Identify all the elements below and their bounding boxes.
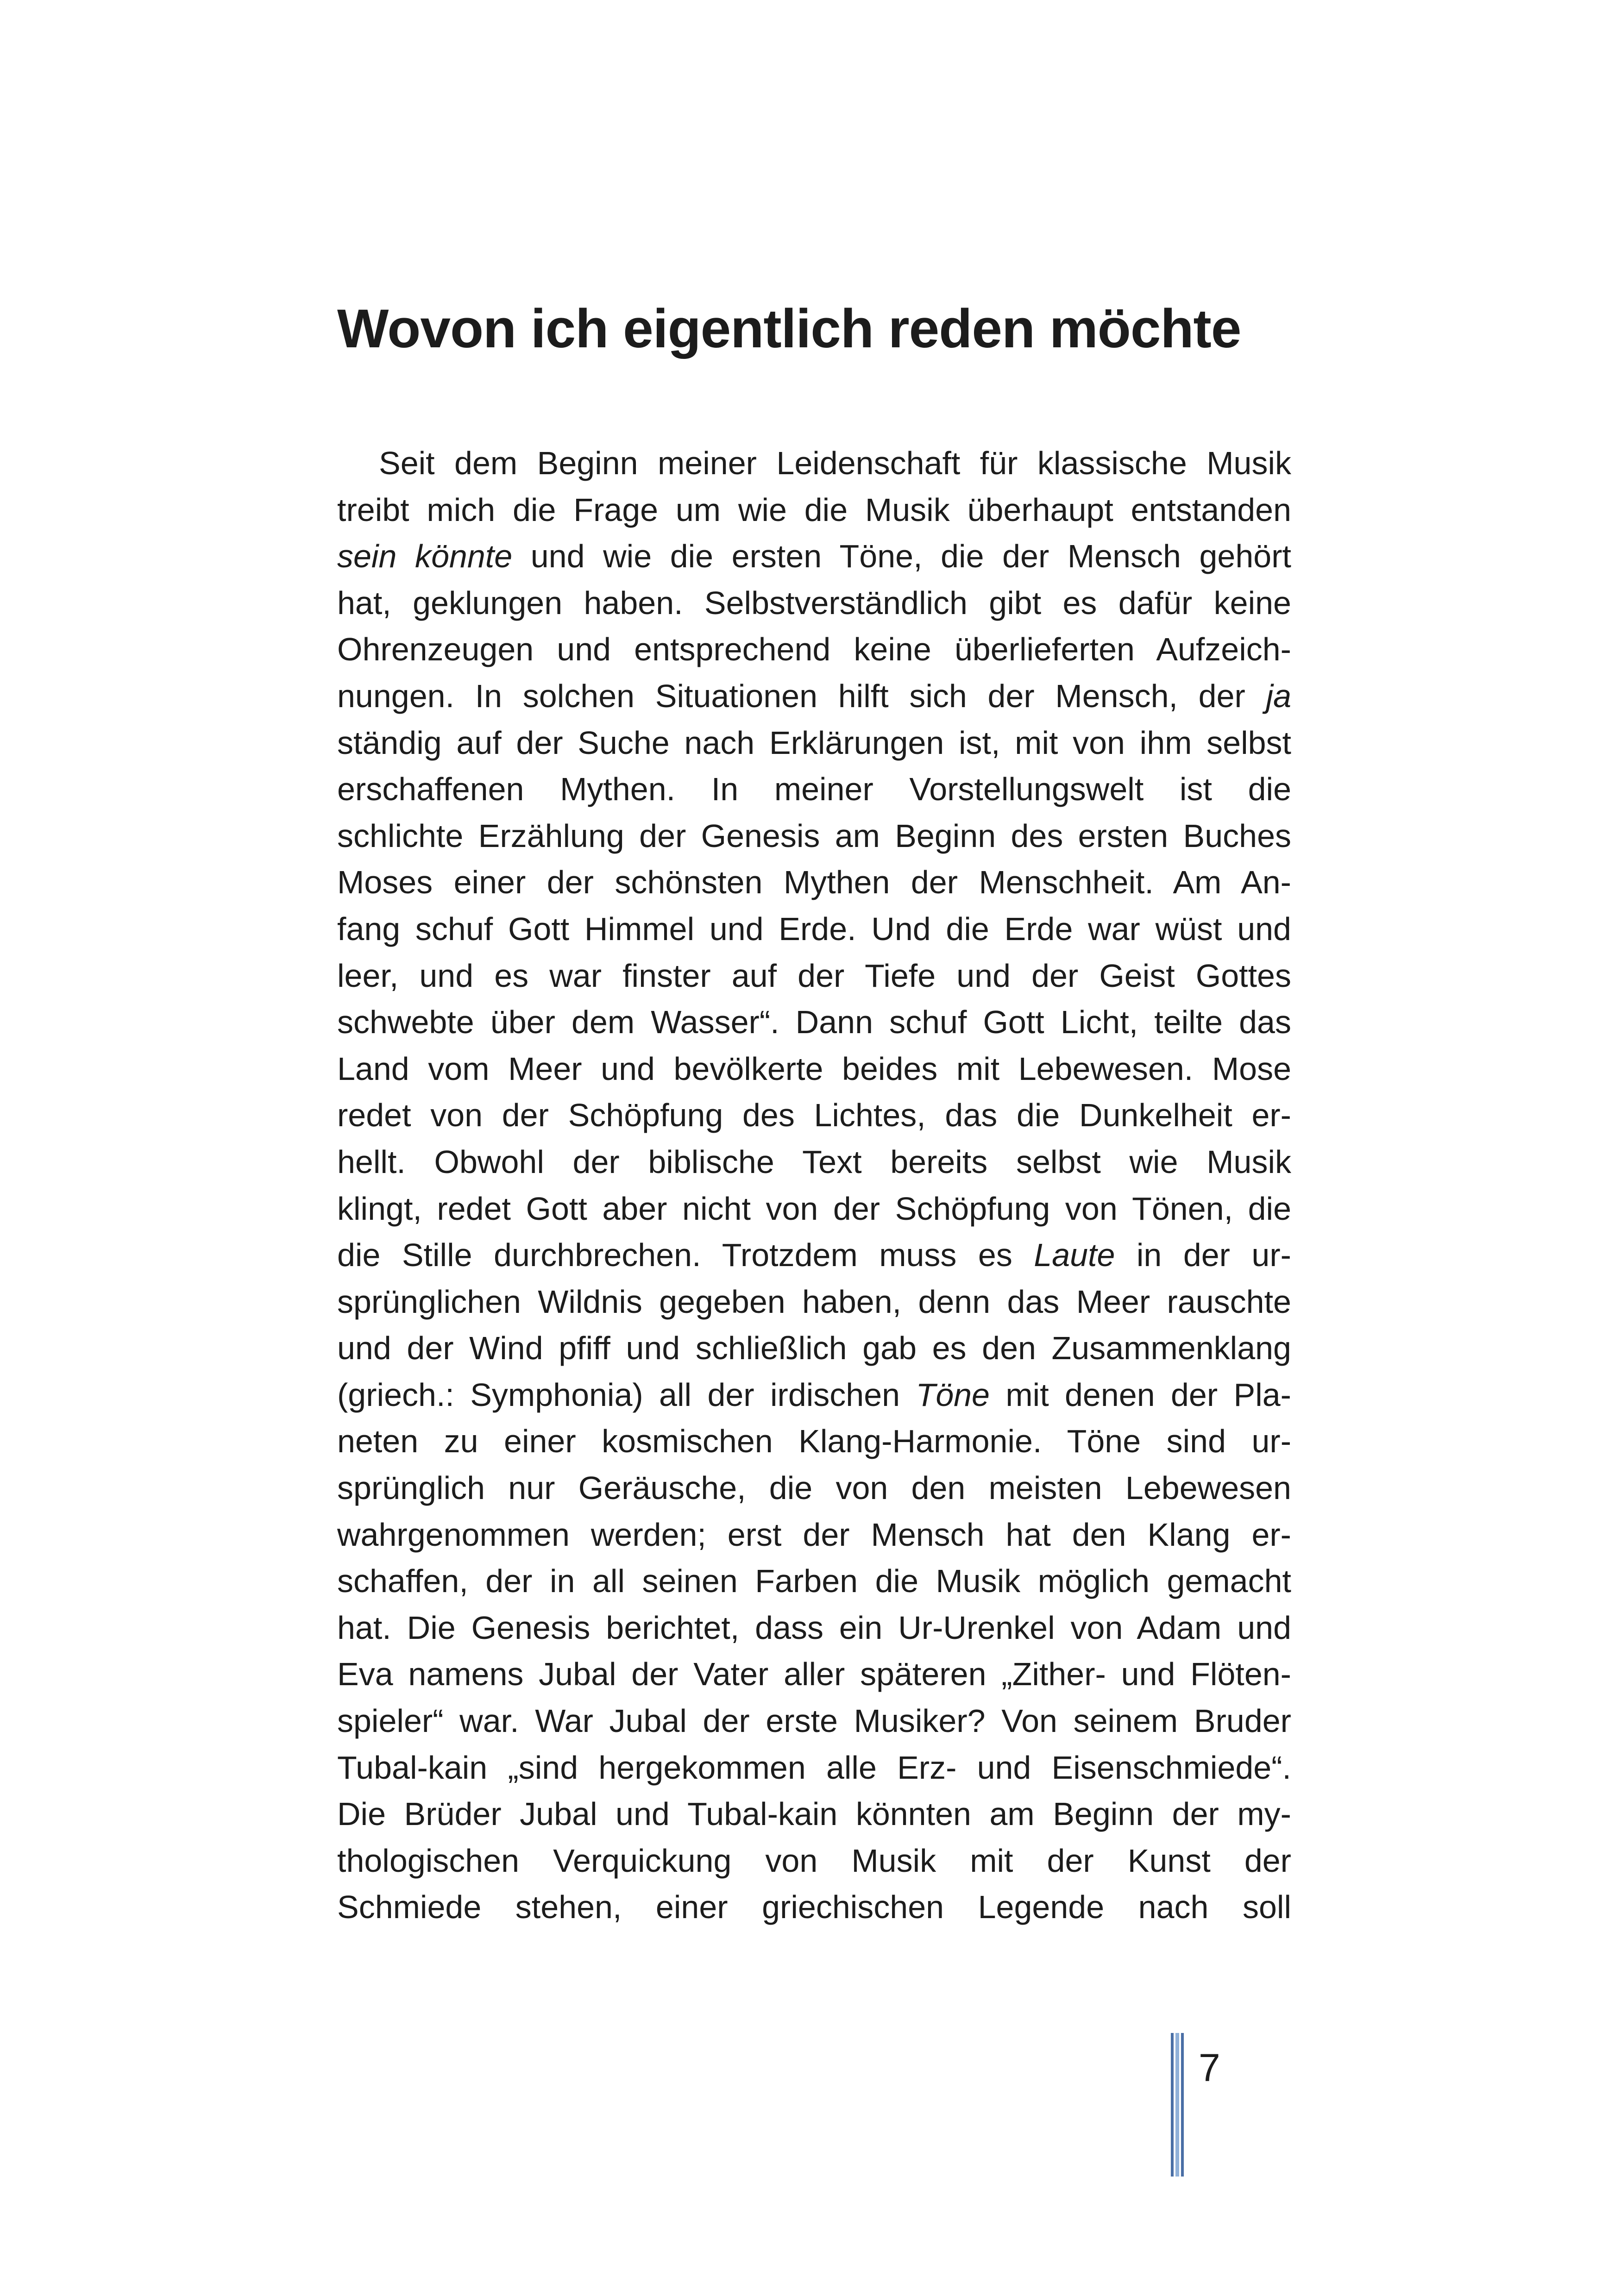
text-line [337, 1279, 1291, 1325]
text-segment: Eva namens Jubal der Vater aller späteren „Zither- und Flöten- [337, 1656, 1291, 1693]
text-segment: und der Wind pfiff und schließlich gab es den Zusammenklang [337, 1330, 1291, 1367]
text-line [337, 580, 1291, 627]
text-line [337, 999, 1291, 1046]
text-segment: Schmiede stehen, einer griechischen Legende nach soll [337, 1889, 1291, 1926]
text-segment: thologischen Verquickung von Musik mit der Kunst der [337, 1842, 1291, 1879]
text-line [337, 1512, 1291, 1558]
text-line [337, 953, 1291, 999]
text-segment: redet von der Schöpfung des Lichtes, das die Dunkelheit er- [337, 1097, 1291, 1134]
text-segment: schlichte Erzählung der Genesis am Beginn des ersten Buches [337, 817, 1291, 854]
text-segment: spieler“ war. War Jubal der erste Musiker? Von seinem Bruder [337, 1703, 1291, 1739]
text-line [337, 1558, 1291, 1605]
text-line [337, 487, 1291, 533]
text-segment: Ohrenzeugen und entsprechend keine überlieferten Aufzeich- [337, 631, 1291, 668]
text-line [337, 1325, 1291, 1372]
text-segment: (griech.: Symphonia) all der irdischen [337, 1376, 916, 1413]
folio-rule [1181, 2033, 1184, 2177]
text-segment: erschaffenen Mythen. In meiner Vorstellungswelt ist die [337, 771, 1291, 808]
folio-rule [1175, 2033, 1179, 2177]
page-number: 7 [1199, 2046, 1220, 2089]
text-segment: nungen. In solchen Situationen hilft sich der Mensch, der [337, 678, 1266, 714]
text-segment: schaffen, der in all seinen Farben die Musik möglich gemacht [337, 1563, 1291, 1600]
emphasis-text: ja [1266, 678, 1291, 714]
emphasis-text: Laute [1034, 1237, 1115, 1273]
text-segment: hat, geklungen haben. Selbstverständlich gibt es dafür keine [337, 584, 1291, 621]
text-line [337, 1186, 1291, 1232]
text-line [337, 1046, 1291, 1092]
text-segment: fang schuf Gott Himmel und Erde. Und die Erde war wüst und [337, 910, 1291, 947]
text-segment: treibt mich die Frage um wie die Musik überhaupt entstanden [337, 491, 1291, 528]
emphasis-text: Töne [916, 1376, 990, 1413]
text-segment: Tubal-kain „sind hergekommen alle Erz- und Eisenschmiede“. [337, 1749, 1291, 1786]
text-line [337, 1651, 1291, 1698]
text-segment: Seit dem Beginn meiner Leidenschaft für klassische Musik [379, 445, 1291, 481]
text-line [337, 1418, 1291, 1465]
page-folio [1171, 2033, 1310, 2177]
text-line [337, 1744, 1291, 1791]
text-line [337, 440, 1291, 487]
text-segment: hellt. Obwohl der biblische Text bereits selbst wie Musik [337, 1143, 1291, 1180]
text-line [337, 1838, 1291, 1884]
text-line [337, 1092, 1291, 1139]
text-segment: die Stille durchbrechen. Trotzdem muss es [337, 1237, 1034, 1273]
text-segment: und wie die ersten Töne, die der Mensch gehört [512, 538, 1291, 575]
text-line [337, 626, 1291, 673]
text-line [337, 1372, 1291, 1418]
text-line [337, 859, 1291, 906]
text-line [337, 673, 1291, 720]
text-line [337, 720, 1291, 766]
text-segment: Moses einer der schönsten Mythen der Menschheit. Am An- [337, 864, 1291, 901]
text-line [337, 1232, 1291, 1279]
text-segment: in der ur- [1115, 1237, 1291, 1273]
text-segment: wahrgenommen werden; erst der Mensch hat den Klang er- [337, 1516, 1291, 1553]
text-line [337, 533, 1291, 580]
text-line [337, 906, 1291, 953]
text-segment: Land vom Meer und bevölkerte beides mit Lebewesen. Mose [337, 1050, 1291, 1087]
text-line [337, 1698, 1291, 1744]
text-line [337, 813, 1291, 859]
emphasis-text: sein könnte [337, 538, 513, 575]
text-segment: leer, und es war finster auf der Tiefe und der Geist Gottes [337, 957, 1291, 994]
text-line [337, 1605, 1291, 1651]
text-segment: schwebte über dem Wasser“. Dann schuf Gott Licht, teilte das [337, 1004, 1291, 1041]
text-segment: ständig auf der Suche nach Erklärungen ist, mit von ihm selbst [337, 724, 1291, 761]
text-line [337, 1791, 1291, 1838]
text-line [337, 1139, 1291, 1186]
text-line [337, 1884, 1291, 1931]
folio-rule [1171, 2033, 1174, 2177]
text-segment: sprünglich nur Geräusche, die von den meisten Lebewesen [337, 1470, 1291, 1506]
text-segment: sprünglichen Wildnis gegeben haben, denn das Meer rauschte [337, 1283, 1291, 1320]
text-line [337, 766, 1291, 813]
text-segment: neten zu einer kosmischen Klang-Harmonie. Töne sind ur- [337, 1423, 1291, 1460]
body-text [337, 440, 1291, 1931]
chapter-heading: Wovon ich eigentlich reden möchte [337, 298, 1241, 359]
text-line [337, 1465, 1291, 1512]
text-segment: hat. Die Genesis berichtet, dass ein Ur-Urenkel von Adam und [337, 1609, 1291, 1646]
text-segment: klingt, redet Gott aber nicht von der Schöpfung von Tönen, die [337, 1190, 1291, 1227]
text-segment: Die Brüder Jubal und Tubal-kain könnten am Beginn der my- [337, 1796, 1291, 1832]
text-segment: mit denen der Pla- [990, 1376, 1291, 1413]
